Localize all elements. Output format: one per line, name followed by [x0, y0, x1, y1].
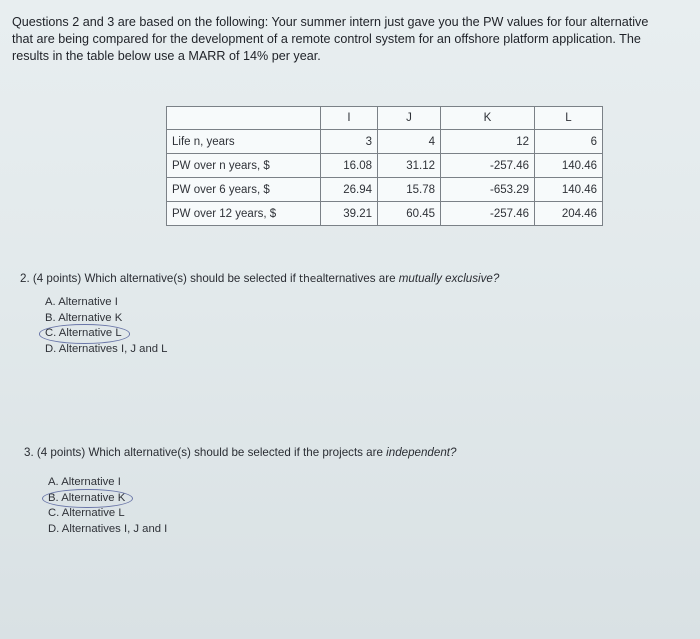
q2-option-a-label: A. Alternative I [45, 296, 118, 308]
table-row [167, 130, 603, 154]
row-label: PW over 12 years, $ [167, 202, 321, 226]
cell-k: 12 [441, 130, 535, 154]
question-2-options [45, 295, 167, 357]
cell-l: 204.46 [535, 202, 603, 226]
table-row [167, 178, 603, 202]
question-3-emphasis: independent? [386, 446, 457, 459]
header-cell-blank [167, 107, 321, 130]
q3-option-b-label: B. Alternative K [48, 491, 126, 504]
question-2-emphasis: mutually exclusive? [398, 272, 500, 285]
table-row [167, 154, 603, 178]
q2-option-d-label: D. Alternatives I, J and L [45, 342, 168, 355]
cell-j: 60.45 [378, 202, 441, 226]
q3-option-c[interactable] [48, 506, 167, 522]
question-3-text [24, 446, 456, 459]
cell-l: 6 [535, 130, 603, 154]
intro-line-2: that are being compared for the development of a remote control system for an offshore platform application. The [12, 32, 641, 46]
q2-option-c[interactable] [45, 326, 167, 342]
intro-line-1: Questions 2 and 3 are based on the following: Your summer intern just gave you the PW values for four alternative [12, 15, 649, 29]
intro-line-3: results in the table below use a MARR of 14% per year. [12, 49, 321, 63]
q3-option-c-label: C. Alternative L [48, 507, 125, 519]
table-row [167, 202, 603, 226]
q2-option-b-label: B. Alternative K [45, 311, 123, 324]
q2-option-b[interactable] [45, 311, 167, 327]
cell-j: 4 [378, 130, 441, 154]
q2-option-c-label: C. Alternative L [45, 327, 122, 339]
cell-j: 15.78 [378, 178, 441, 202]
header-cell-j: J [378, 107, 441, 130]
question-2-prefix: 2. (4 points) Which alternative(s) should be selected if [20, 272, 300, 285]
circled-answer [48, 491, 125, 507]
q2-option-d[interactable] [45, 342, 167, 358]
q3-option-d-label: D. Alternatives I, J and I [48, 522, 168, 535]
q3-option-b[interactable] [48, 491, 167, 507]
q3-option-a[interactable] [48, 475, 167, 491]
question-2-text [20, 272, 499, 285]
cell-k: -653.29 [441, 178, 535, 202]
q3-option-a-label: A. Alternative I [48, 476, 121, 488]
cell-i: 16.08 [321, 154, 378, 178]
cell-k: -257.46 [441, 154, 535, 178]
q2-option-a[interactable] [45, 295, 167, 311]
handwritten-word: the [299, 273, 317, 285]
cell-j: 31.12 [378, 154, 441, 178]
pw-values-table [166, 106, 603, 226]
row-label: PW over n years, $ [167, 154, 321, 178]
cell-i: 3 [321, 130, 378, 154]
row-label: PW over 6 years, $ [167, 178, 321, 202]
table-header-row [167, 107, 603, 130]
cell-l: 140.46 [535, 154, 603, 178]
cell-i: 26.94 [321, 178, 378, 202]
cell-i: 39.21 [321, 202, 378, 226]
cell-k: -257.46 [441, 202, 535, 226]
row-label: Life n, years [167, 130, 321, 154]
question-3-options [48, 475, 167, 537]
intro-paragraph [12, 14, 698, 65]
circled-answer [45, 326, 122, 342]
question-2-middle: alternatives are [316, 272, 399, 285]
question-3-prefix: 3. (4 points) Which alternative(s) should be selected if the projects are [24, 446, 387, 459]
q3-option-d[interactable] [48, 522, 167, 538]
header-cell-l: L [535, 107, 603, 130]
header-cell-k: K [441, 107, 535, 130]
header-cell-i: I [321, 107, 378, 130]
cell-l: 140.46 [535, 178, 603, 202]
